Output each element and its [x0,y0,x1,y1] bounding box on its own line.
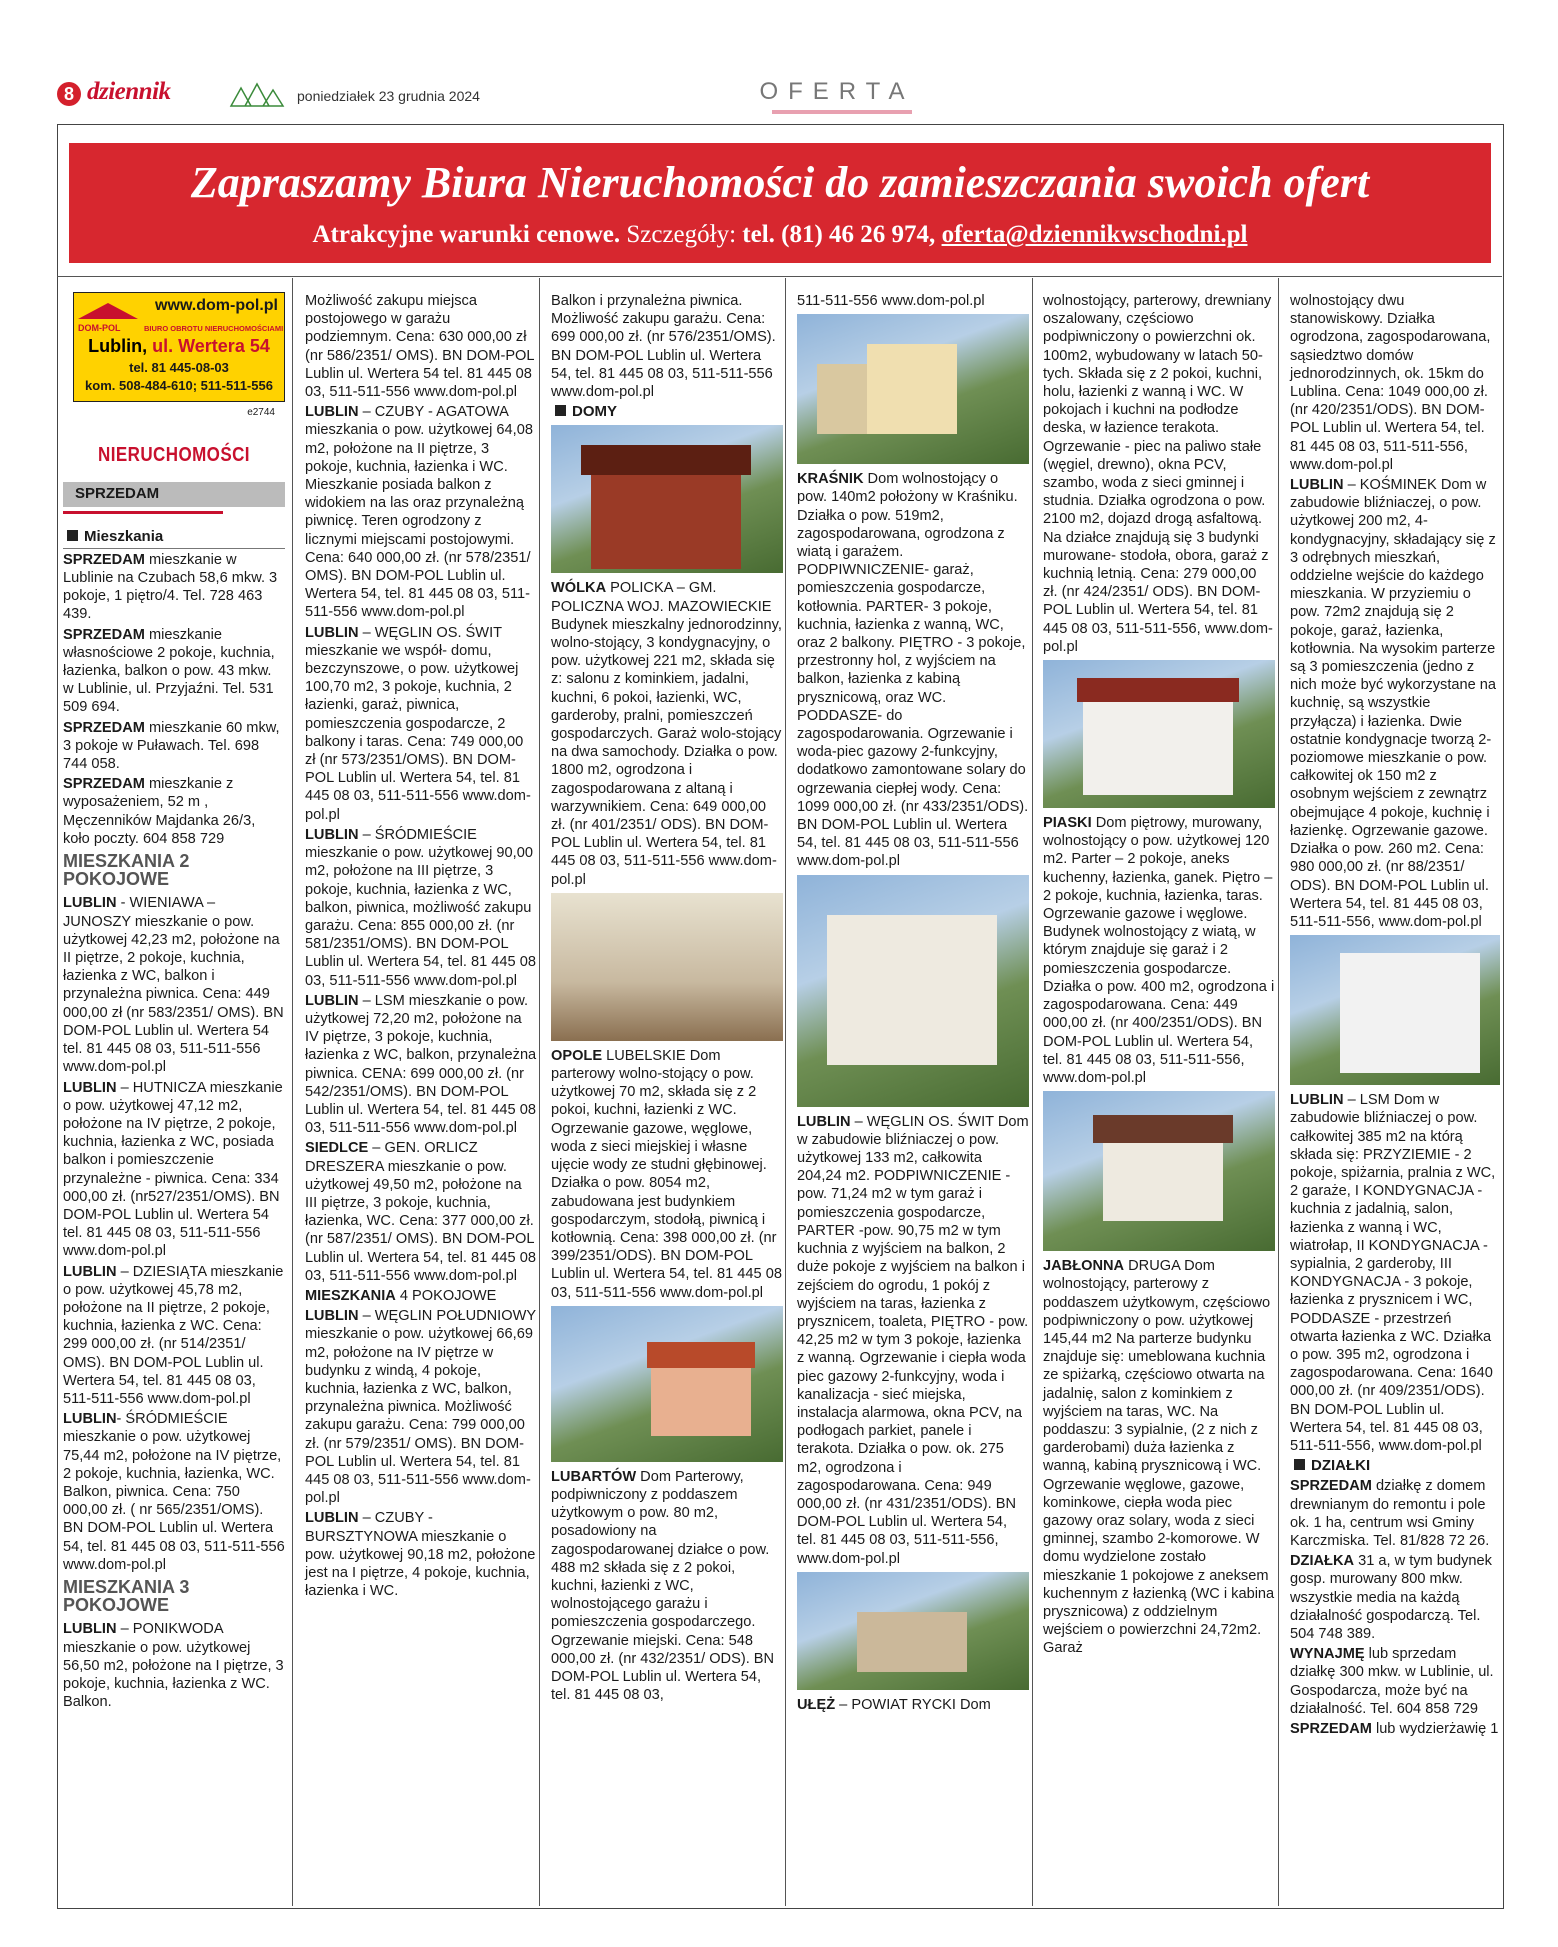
ad-keyword: SIEDLCE [305,1140,369,1157]
ad-text: POLICKA – GM. POLICZNA WOJ. MAZOWIECKIE Budynek mieszkalny jednorodzinny, wolno-stojący, 3 kondygnacyjny, o pow. użytkowej 221 m2, składa się z: salonu z kominkiem, jadalni, kuchni, 6 pokoi, łazienki, WC, garderoby, pralni, pomieszczeń gospodarczych. Garaż wolo-stojący na dwa samochody. Działka o pow. 1800 m2, ogrodzona i zagospodarowana z altaną i warzywnikiem. Cena: 649 000,00 zł. (nr 401/2351/ ODS). BN DOM-POL Lublin ul. Wertera 54, tel. 81 445 08 03, 511-511-556 www.dom-pol.pl [551,580,782,888]
column-2 [305,292,537,1602]
classified-ad [305,1139,537,1285]
column-4 [797,292,1029,1716]
issue-date: poniedziałek 23 grudnia 2024 [297,88,480,104]
classified-ad [63,775,285,848]
classified-ad [1290,476,1500,931]
ad-text: mieszkanie 60 mkw, 3 pokoje w Puławach. Tel. 698 744 058. [63,719,280,773]
classified-ad [305,403,537,621]
banner-title: Zapraszamy Biura Nieruchomości do zamieszczania swoich ofert [190,158,1370,207]
ad-keyword: LUBLIN [63,895,117,912]
ad-text: – CZUBY - BURSZTYNOWA mieszkanie o pow. użytkowej 90,18 m2, położone jest na I piętrze, 4 pokoje, kuchnia, łazienka i WC. [305,1510,536,1600]
category-domy: DOMY [551,403,783,421]
classified-ad [63,1079,285,1261]
logo-phone: tel. 81 445-08-03 [129,360,229,375]
ad-item [551,1468,783,1705]
classified-ad [63,1620,285,1711]
ad-continuation: wolnostojący dwu stanowiskowy. Działka ogrodzona, zagospodarowana, sąsiedztwo domów jednorodzinnych, ok. 15km do Lublina. Cena: 1049 000,00 zł. (nr 420/2351/ODS). BN DOM-POL Lublin ul. Wertera 54, tel. 81 445 08 03, 511-511-556, www.dom-pol.pl [1290,293,1491,473]
classified-ad [305,292,537,401]
classified-ad [797,1113,1029,1568]
ad-keyword: OPOLE [551,1047,603,1064]
ad-text: 4 POKOJOWE [395,1287,497,1304]
classified-ad [305,992,537,1138]
ad-keyword: MIESZKANIA [305,1287,396,1304]
house-photo [1043,1091,1275,1251]
ad-keyword: LUBLIN [63,1621,117,1638]
column-divider [1278,278,1279,1906]
ad-text: – HUTNICZA mieszkanie o pow. użytkowej 47,12 m2, położone na IV piętrze, 2 pokoje, kuchnia, łazienka z WC, posiada balkon i pomieszczenie przynależne - piwnica. Cena: 334 000,00 zł. (nr527/2351/OMS). BN DOM-POL Lublin ul. Wertera 54 tel. 81 445 08 03, 511-511-556 www.dom-pol.pl [63,1079,283,1260]
ad-keyword: LUBARTÓW [551,1468,637,1485]
column-5 [1043,292,1275,1660]
ad-list [63,1620,285,1711]
ad-item [797,470,1029,870]
category-mieszkania: Mieszkania [63,528,285,546]
ad-text: – CZUBY - AGATOWA mieszkania o pow. użytkowej 64,08 m2, położone na II piętrze, 3 pokoje, kuchnia, łazienka i WC. Mieszkanie posiada balkon z widokiem na las oraz przynależną piwnicę. Teren ogrodzony z licznymi miejscami postojowymi. Cena: 640 000,00 zł. (nr 578/2351/ OMS). BN DOM-POL Lublin ul. Wertera 54, tel. 81 445 08 03, 511-511-556 www.dom-pol.pl [305,404,533,621]
banner-divider [57,276,1502,277]
ad-text: – WĘGLIN OS. ŚWIT mieszkanie we współ- domu, bezczynszowe, o pow. użytkowej 100,70 m2, 3 pokoje, kuchnia, 2 łazienki, garaż, piwnica, pomieszczenia gospodarcze, 2 balkony i taras. Cena: 749 000,00 zł (nr 573/2351/OMS). BN DOM-POL Lublin ul. Wertera 54, tel. 81 445 08 03, 511-511-556 www.dom-pol.pl [305,624,531,823]
ad-keyword: UŁĘŻ [797,1696,836,1713]
ad-keyword: LUBLIN [63,1411,117,1428]
ad-keyword: LUBLIN [305,1510,359,1527]
column-3 [551,292,783,1706]
classified-ad [551,1468,783,1705]
ad-text: mieszkanie w Lublinie na Czubach 58,6 mkw. 3 pokoje, 1 piętro/4. Tel. 728 463 439. [63,551,278,623]
ad-text: lub sprzedam działkę 300 mkw. w Lublinie, ul. Gospodarcza, może być na działalność. Tel. 604 858 729 [1290,1646,1494,1717]
ad-keyword: PIASKI [1043,815,1092,832]
ad-text: mieszkanie własnościowe 2 pokoje, kuchnia, łazienka, balkon o pow. 43 mkw. w Lublinie, ul. Przyjaźni. Tel. 531 509 694. [63,626,275,716]
ad-item [1043,814,1275,1087]
ad-text: Dom Parterowy, podpiwniczony z poddaszem użytkowym o pow. 80 m2, posadowiony na zagospodarowanej działce o pow. 488 m2 składa się z 2 pokoi, kuchni, łazienki z WC, wolnostojącego garażu i pomieszczenia gospodarczego. Ogrzewanie miejski. Cena: 548 000,00 zł. (nr 432/2351/ ODS). BN DOM-POL Lublin ul. Wertera 54, tel. 81 445 08 03, [551,1468,775,1704]
ad-keyword: LUBLIN [305,992,359,1009]
ad-text: – PONIKWODA mieszkanie o pow. użytkowej 56,50 m2, położone na I piętrze, 3 pokoje, kuchnia, łazienka z WC. Balkon. [63,1621,284,1711]
classified-ad [1290,1477,1500,1550]
category-rule [63,548,285,549]
category-2-room: MIESZKANIA 2 POKOJOWE [63,851,190,890]
page-number: 8 [57,82,81,106]
ad-keyword: LUBLIN [63,1079,117,1096]
ad-text: – LSM mieszkanie o pow. użytkowej 72,20 m2, położone na IV piętrze, 3 pokoje, kuchnia, łazienka z WC, balkon, przynależna piwnica. CENA: 699 000,00 zł. (nr 542/2351/OMS). BN DOM-POL Lublin ul. Wertera 54, tel. 81 445 08 03, 511-511-556 www.dom-pol.pl [305,992,537,1137]
ad-text: DRUGA Dom wolnostojący, parterowy z poddaszem użytkowym, częściowo podpiwniczony o pow. użytkowej 145,44 m2 Na parterze budynku znajduje się: umeblowana kuchnia ze spiżarką, częściowo otwarta na jadalnię, salon z kominkiem z wyjściem na taras, WC. Na poddaszu: 3 sypialnie, (2 z nich z garderobami) duża łazienka z wanną, kabiną prysznicową i WC. Ogrzewanie węglowe, gazowe, kominkowe, ciepła woda piec gazowy oraz solary, woda z sieci gminnej, szambo 2-komorowe. W domu wydzielone zostało mieszkanie 1 pokojowe z aneksem kuchennym z łazienką (WC i kabina prysznicowa) z oddzielnym wejściem o powierzchni 24,72m2. Garaż [1043,1258,1275,1657]
ad-text: Możliwość zakupu miejsca postojowego w garażu podziemnym. Cena: 630 000,00 zł (nr 586/2351/ OMS). BN DOM-POL Lublin ul. Wertera 54 tel. 81 445 08 03, 511-511-556 www.dom-pol.pl [305,293,534,401]
logo-name: DOM-POL [78,323,121,333]
house-photo [797,314,1029,464]
section-heading: NIERUCHOMOŚCI [98,444,250,467]
classified-ad [305,1307,537,1507]
ad-item [1290,476,1500,931]
ad-text: działkę z domem drewnianym do remontu i pole ok. 1 ha, centrum wsi Gminy Karczmiska. Tel. 81/828 72 26. [1290,1478,1490,1549]
ad-keyword: LUBLIN [305,826,359,843]
banner-sub-plain: Szczegóły: [620,221,743,248]
classified-ad [63,894,285,1076]
ad-keyword: KRAŚNIK [797,471,864,488]
subheading-sprzedam: SPRZEDAM [63,482,285,506]
ad-keyword: JABŁONNA [1043,1258,1125,1275]
logo-website[interactable]: www.dom-pol.pl [155,297,278,314]
house-photo [551,1306,783,1462]
column-6 [1290,292,1500,1740]
ad-keyword: WÓLKA [551,580,607,597]
classified-ad [305,1509,537,1600]
ad-text: – DZIESIĄTA mieszkanie o pow. użytkowej 45,78 m2, położone na II piętrze, 2 pokoje, kuchnia, łazienka z WC. Cena: 299 000,00 zł. (nr 514/2351/ OMS). BN DOM-POL Lublin ul. Wertera 54, tel. 81 445 08 03, 511-511-556 www.dom-pol.pl [63,1263,284,1407]
ad-item [1043,1257,1275,1657]
ad-keyword: SPRZEDAM [63,776,145,793]
ad-text: - WIENIAWA – JUNOSZY mieszkanie o pow. użytkowej 42,23 m2, położone na II piętrze, 2 pokoje, kuchnia, łazienka z WC, balkon i przynależna piwnica. Cena: 449 000,00 zł (nr 583/2351/ OMS). BN DOM-POL Lublin ul. Wertera 54 tel. 81 445 08 03, 511-511-556 www.dom-pol.pl [63,895,284,1076]
column-divider [292,278,293,1906]
column-divider [539,278,540,1906]
banner-sub-bold: Atrakcyjne warunki cenowe. [312,221,621,248]
promo-banner [69,143,1491,263]
ad-text: Dom wolnostojący o pow. 140m2 położony w Kraśniku. Działka o pow. 519m2, zagospodarowana, ogrodzona z wiatą i garażem. PODPIWNICZENIE- garaż, pomieszczenia gospodarcze, kotłownia. PARTER- 3 pokoje, kuchnia, łazienka z wanną, WC, oraz 2 balkony. PIĘTRO - 3 pokoje, przestronny hol, z wyjściem na balkon, łazienka z kabiną prysznicową, oraz WC. PODDASZE- do zagospodarowania. Ogrzewanie i woda-piec gazowy 2-funkcyjny, dodatkowo zamontowane solary do ogrzewania ciepłej wody. Cena: 1099 000,00 zł. (nr 433/2351/ODS). BN DOM-POL Lublin ul. Wertera 54, tel. 81 445 08 03, 511-511-556 www.dom-pol.pl [797,471,1029,870]
column-divider [1032,278,1033,1906]
column-1 [63,292,285,1713]
ad-continuation: Balkon i przynależna piwnica. Możliwość zakupu garażu. Cena: 699 000,00 zł. (nr 576/2351/OMS). BN DOM-POL Lublin ul. Wertera 54, tel. 81 445 08 03, 511-511-556 www.dom-pol.pl [551,293,776,401]
logo-address [74,337,284,355]
ad-keyword: LUBLIN [1290,1092,1344,1109]
classified-ad [1290,1720,1500,1738]
logo-street: ul. Wertera 54 [152,336,270,356]
section-underline [772,110,912,114]
ad-keyword: LUBLIN [797,1113,851,1130]
ad-keyword: SPRZEDAM [1290,1478,1372,1495]
classified-ad [63,1263,285,1409]
house-photo [797,875,1029,1107]
house-photo [1043,660,1275,808]
ad-keyword: SPRZEDAM [63,626,145,643]
ad-keyword: DZIAŁKA [1290,1553,1355,1570]
ad-keyword: SPRZEDAM [63,551,145,568]
classified-ad [63,551,285,624]
classified-ad [1043,814,1275,1087]
subheading-underline [63,511,223,514]
banner-phone: tel. (81) 46 26 974, [742,221,936,248]
house-photo [551,425,783,573]
interior-photo [551,893,783,1041]
page-header [57,78,1501,112]
ad-item [551,1047,783,1302]
ad-keyword: LUBLIN [1290,477,1344,494]
ad-text: mieszkanie z wyposażeniem, 52 m , Męczenników Majdanka 26/3, koło poczty. 604 858 729 [63,776,256,847]
ad-item [797,1113,1029,1568]
classified-ad [1290,1552,1500,1643]
logo-mobile: kom. 508-484-610; 511-511-556 [85,378,273,393]
ad-text: LUBELSKIE Dom parterowy wolno-stojący o pow. użytkowej 70 m2, składa się z 2 pokoi, kuchni, łazienki z WC. Ogrzewanie gazowe, węglowe, woda z sieci miejskiej i własne ujęcie wody ze studni głębinowej. Działka o pow. 8054 m2, zabudowana jest budynkiem gospodarczym, stodołą, piwnicą i kotłownią. Cena: 398 000,00 zł. (nr 399/2351/ODS). BN DOM-POL Lublin ul. Wertera 54, tel. 81 445 08 03, 511-511-556 www.dom-pol.pl [551,1047,782,1301]
ad-text: - ŚRÓDMIEŚCIE mieszkanie o pow. użytkowej 75,44 m2, położone na IV piętrze, 2 pokoje, kuchnia, łazienka, WC. Balkon, piwnica. Cena: 750 000,00 zł. ( nr 565/2351/OMS). BN DOM-POL Lublin ul. Wertera 54, tel. 81 445 08 03, 511-511-556 www.dom-pol.pl [63,1411,285,1573]
ad-item [551,579,783,888]
classified-ad [1290,1645,1500,1718]
ad-item [797,1696,1029,1714]
classified-ad [1290,1091,1500,1455]
classified-ad [305,826,537,990]
classified-ad [63,626,285,717]
ad-keyword: SPRZEDAM [63,719,145,736]
ad-text: – WĘGLIN OS. ŚWIT Dom w zabudowie bliźniaczej o pow. użytkowej 133 m2, całkowita 204,24 m2. PODPIWNICZENIE - pow. 71,24 m2 w tym garaż i pomieszczenia gospodarcze, PARTER -pow. 90,75 m2 w tym kuchnia z wyjściem na balkon, 2 duże pokoje z wyjściem na balkon i zejściem do ogrodu, 1 pokój z wyjściem na taras, łazienka z prysznicem, toaleta, PIĘTRO - pow. 42,25 m2 w tym 3 pokoje, łazienka z wanną. Ogrzewanie i ciepła woda piec gazowy 2-funkcyjny, woda i kanalizacja - sieć miejska, instalacja alarmowa, okna PCV, na podłogach parkiet, panele i terakota. Działka o pow. ok. 275 m2, ogrodzona i zagospodarowana. Cena: 949 000,00 zł. (nr 431/2351/ODS). BN DOM-POL Lublin ul. Wertera 54, tel. 81 445 08 03, 511-511-556, www.dom-pol.pl [797,1113,1029,1567]
ad-list [63,894,285,1574]
ad-text: – LSM Dom w zabudowie bliźniaczej o pow. całkowitej 385 m2 na którą składa się: PRZYZIEMIE - 2 pokoje, spiżarnia, pralnia z WC, 2 garaże, I KONDYGNACJA - kuchnia z jadalnią, salon, łazienka z wanną i WC, wiatrołap, II KONDYGNACJA - sypialnia, 2 garderoby, III KONDYGNACJA - 3 pokoje, łazienka z prysznicem i WC, PODDASZE - przestrzeń otwarta łazienka z WC. Działka o pow. 395 m2, ogrodzona i zagospodarowana. Cena: 1640 000,00 zł. (nr 409/2351/ODS). BN DOM-POL Lublin ul. Wertera 54, tel. 81 445 08 03, 511-511-556, www.dom-pol.pl [1290,1092,1496,1454]
banner-email-link[interactable]: oferta@dziennikwschodni.pl [941,221,1248,248]
section-title: OFERTA [759,78,915,105]
ad-continuation: 511-511-556 www.dom-pol.pl [797,293,985,309]
house-photo [797,1572,1029,1690]
ad-text: – GEN. ORLICZ DRESZERA mieszkanie o pow. użytkowej 49,50 m2, położone na III piętrze, 3 pokoje, kuchnia, łazienka, WC. Cena: 377 000,00 zł. (nr 587/2351/ OMS). BN DOM-POL Lublin ul. Wertera 54, tel. 81 445 08 03, 511-511-556 www.dom-pol.pl [305,1140,536,1284]
column-divider [785,278,786,1906]
ad-text: – POWIAT RYCKI Dom [835,1696,991,1713]
ad-text: Dom piętrowy, murowany, wolnostojący o pow. użytkowej 120 m2. Parter – 2 pokoje, aneks kuchenny, łazienka, ganek. Piętro – 2 pokoje, kuchnia, łazienka, taras. Ogrzewanie gazowe i węglowe. Budynek wolnostojący z wiatą, w którym znajduje się garaż i 2 pomieszczenia gospodarcze. Działka o pow. 400 m2, ogrodzona i zagospodarowana. Cena: 449 000,00 zł. (nr 400/2351/ODS). BN DOM-POL Lublin ul. Wertera 54, tel. 81 445 08 03, 511-511-556, www.dom-pol.pl [1043,815,1275,1086]
ad-list [305,292,537,1600]
christmas-tree-icon [227,80,287,108]
ad-keyword: LUBLIN [305,404,359,421]
logo-city: Lublin, [88,336,153,356]
house-photo [1290,935,1500,1085]
ad-keyword: LUBLIN [305,1308,359,1325]
classified-ad [305,1287,537,1305]
classified-ad [1043,1257,1275,1657]
category-3-room: MIESZKANIA 3 POKOJOWE [63,1576,190,1616]
classified-ad [797,1696,1029,1714]
category-dzialki: DZIAŁKI [1290,1457,1500,1475]
logo-subtitle: BIURO OBROTU NIERUCHOMOŚCIAMI [144,324,284,333]
ad-text: lub wydzierżawię 1 [1371,1721,1499,1738]
ad-list [1290,1477,1500,1738]
ad-continuation: wolnostojący, parterowy, drewniany oszalowany, częściowo podpiwniczony o powierzchni ok. 100m2, wybudowany w latach 50-tych. Składa się z 2 pokoi, kuchni, holu, łazienki z wanną i WC. W pokojach i kuchni na podłodze deska, w łazience terakota. Ogrzewanie - piec na paliwo stałe (węgiel, drewno), okna PCV, szambo, woda z sieci gminnej i studnia. Działka ogrodzona o pow. 2100 m2, dojazd drogą asfaltową. Na działce znajdują się 3 budynki murowane- stodoła, obora, garaż z kuchnią letnią. Cena: 279 000,00 zł. (nr 424/2351/ ODS). BN DOM-POL Lublin ul. Wertera 54, tel. 81 445 08 03, 511-511-556, www.dom-pol.pl [1043,293,1273,655]
classified-ad [305,624,537,824]
brand-logo: dziennik [87,78,171,105]
ad-text: 31 a, w tym budynek gosp. murowany 800 mkw. wszystkie media na każdą działalność gospodarczą. Tel. 504 748 389. [1290,1553,1492,1642]
ad-keyword: LUBLIN [305,624,359,641]
classified-ad [551,1047,783,1302]
house-roof-icon [78,303,138,319]
ad-list [63,551,285,848]
ad-keyword: WYNAJMĘ [1290,1646,1365,1663]
classified-ad [797,470,1029,870]
classified-ad [551,579,783,888]
dompol-logo-ad [73,292,285,402]
ad-keyword: LUBLIN [63,1263,117,1280]
ad-text: – KOŚMINEK Dom w zabudowie bliźniaczej, o pow. użytkowej 200 m2, 4-kondygnacyjny, składający się z 3 odrębnych mieszkań, oddzielne wejście do każdego mieszkania. W przyziemiu o pow. 72m2 znajdują się 2 pokoje, garaż, łazienka, kotłownia. Na wysokim parterze są 3 pomieszczenia (jedno z nich może być wykorzystane na kuchnię, są wszystkie przyłącza) i łazienka. Dwie ostatnie kondygnacje tworzą 2-poziomowe mieszkanie o pow. całkowitej ok 150 m2 z osobnym wejściem z zewnątrz obejmujące 4 pokoje, kuchnię i łazienkę. Ogrzewanie gazowe. Działka o pow. 260 m2. Cena: 980 000,00 zł. (nr 88/2351/ ODS). BN DOM-POL Lublin ul. Wertera 54, tel. 81 445 08 03, 511-511-556, www.dom-pol.pl [1290,477,1497,930]
ad-text: – ŚRÓDMIEŚCIE mieszkanie o pow. użytkowej 90,00 m2, położone na III piętrze, 3 pokoje, kuchnia, łazienka z WC, balkon, piwnica, możliwość zakupu garażu. Cena: 855 000,00 zł. (nr 581/2351/OMS). BN DOM-POL Lublin ul. Wertera 54, tel. 81 445 08 03, 511-511-556 www.dom-pol.pl [305,826,536,989]
ad-code: e2744 [247,407,275,418]
ad-keyword: SPRZEDAM [1290,1721,1372,1738]
classified-ad [63,1410,285,1574]
ad-text: – WĘGLIN POŁUDNIOWY mieszkanie o pow. użytkowej 66,69 m2, położone na IV piętrze w budynku z windą, 4 pokoje, kuchnia, łazienka z WC, balkon, przynależna piwnica. Możliwość zakupu garażu. Cena: 799 000,00 zł. (nr 579/2351/ OMS). BN DOM-POL Lublin ul. Wertera 54, tel. 81 445 08 03, 511-511-556 www.dom-pol.pl [305,1308,536,1507]
classified-ad [63,719,285,774]
banner-subtitle [69,221,1491,249]
ad-item [1290,1091,1500,1455]
